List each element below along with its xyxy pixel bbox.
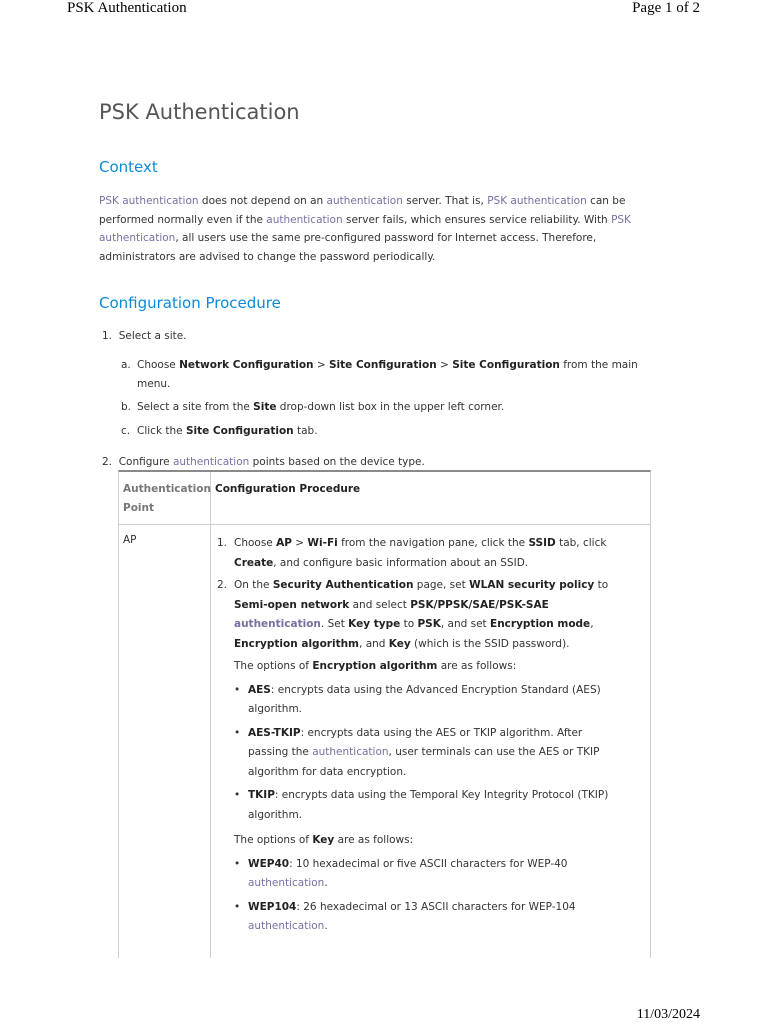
substep-marker: c. [121,424,131,437]
print-footer-date: 11/03/2024 [636,1007,700,1022]
page-title: PSK Authentication [99,100,300,124]
bullet: • [234,789,241,801]
keyword-link[interactable]: authentication [312,746,389,758]
bullet: • [234,726,241,739]
keyword-link[interactable]: authentication [234,618,321,630]
step-1-substeps [121,356,641,445]
keyword-link[interactable]: authentication [248,877,325,889]
bullet: • [234,900,241,913]
procedure-item-1: 1. Choose AP > Wi-Fi from the navigation pane, click the SSID tab, click Create, and configure basic information about an SSID. [217,537,607,569]
configuration-procedure-heading: Configuration Procedure [99,294,281,312]
option-tkip: • TKIP: encrypts data using the Temporal Key Integrity Protocol (TKIP) algorithm. [217,786,617,825]
keyword-link[interactable]: PSK authentication [487,195,587,207]
option-aes-tkip: • AES-TKIP: encrypts data using the AES or TKIP algorithm. After passing the authentication, user terminals can use the AES or TKIP algorithm for data encryption. [217,724,617,783]
substep-c: c. Click the Site Configuration tab. [121,422,641,441]
context-heading: Context [99,158,158,176]
keyword-link[interactable]: authentication [266,213,343,226]
keyword-link[interactable]: PSK authentication [99,195,199,207]
keyword-link[interactable]: authentication [248,920,325,932]
article [99,96,669,932]
step-number: 2. [102,456,113,468]
column-header-configuration-procedure: Configuration Procedure [215,483,361,495]
context-paragraph: PSK authentication does not depend on an authentication server. That is, PSK authentication can be performed normally even if the authentication server fails, which ensures service reliability. With PSK authentication, all users use the same pre-configured password for Internet access. Therefore, administrators are advised to change the password periodically. [99,195,631,263]
option-wep104: • WEP104: 26 hexadecimal or 13 ASCII characters for WEP-104 authentication. [217,898,617,937]
authentication-point-table [118,470,651,958]
key-options-intro: The options of Key are as follows: [234,834,414,846]
option-aes: • AES: encrypts data using the Advanced Encryption Standard (AES) algorithm. [217,681,617,720]
cell-authentication-point: AP [123,534,137,546]
keyword-link[interactable]: authentication [326,195,403,207]
table-header-row [119,472,650,525]
keyword-link[interactable]: PSK authentication [99,213,631,244]
print-header [0,0,768,20]
procedure-item-2: 2. On the Security Authentication page, set WLAN security policy to Semi-open network and select PSK/PPSK/SAE/PSK-SAE authentication. Set Key type to PSK, and set Encryption mode, Encryption algorithm, and Key (which is the SSID password). [217,579,609,650]
bullet: • [234,857,241,870]
substep-a: a. Choose Network Configuration > Site Configuration > Site Configuration from the main menu. [121,356,641,393]
step-text: Select a site. [118,330,187,342]
print-header-title: PSK Authentication [67,0,187,16]
step-1 [102,327,187,345]
option-wep40: • WEP40: 10 hexadecimal or five ASCII characters for WEP-40 authentication. [217,855,617,894]
column-divider [210,472,211,958]
encryption-algorithm-intro: The options of Encryption algorithm are as follows: [234,660,517,672]
step-2: 2. Configure authentication points based on the device type. [102,456,425,468]
cell-configuration-procedure [217,534,617,937]
step-number: 1. [102,330,113,342]
keyword-link[interactable]: authentication [172,456,250,468]
bullet: • [234,683,241,696]
column-header-authentication-point: Authentication Point [123,483,211,514]
substep-b: b. Select a site from the Site drop-down list box in the upper left corner. [121,398,641,417]
substep-marker: b. [121,401,132,413]
print-header-page-number: Page 1 of 2 [632,0,700,16]
substep-marker: a. [121,359,131,371]
